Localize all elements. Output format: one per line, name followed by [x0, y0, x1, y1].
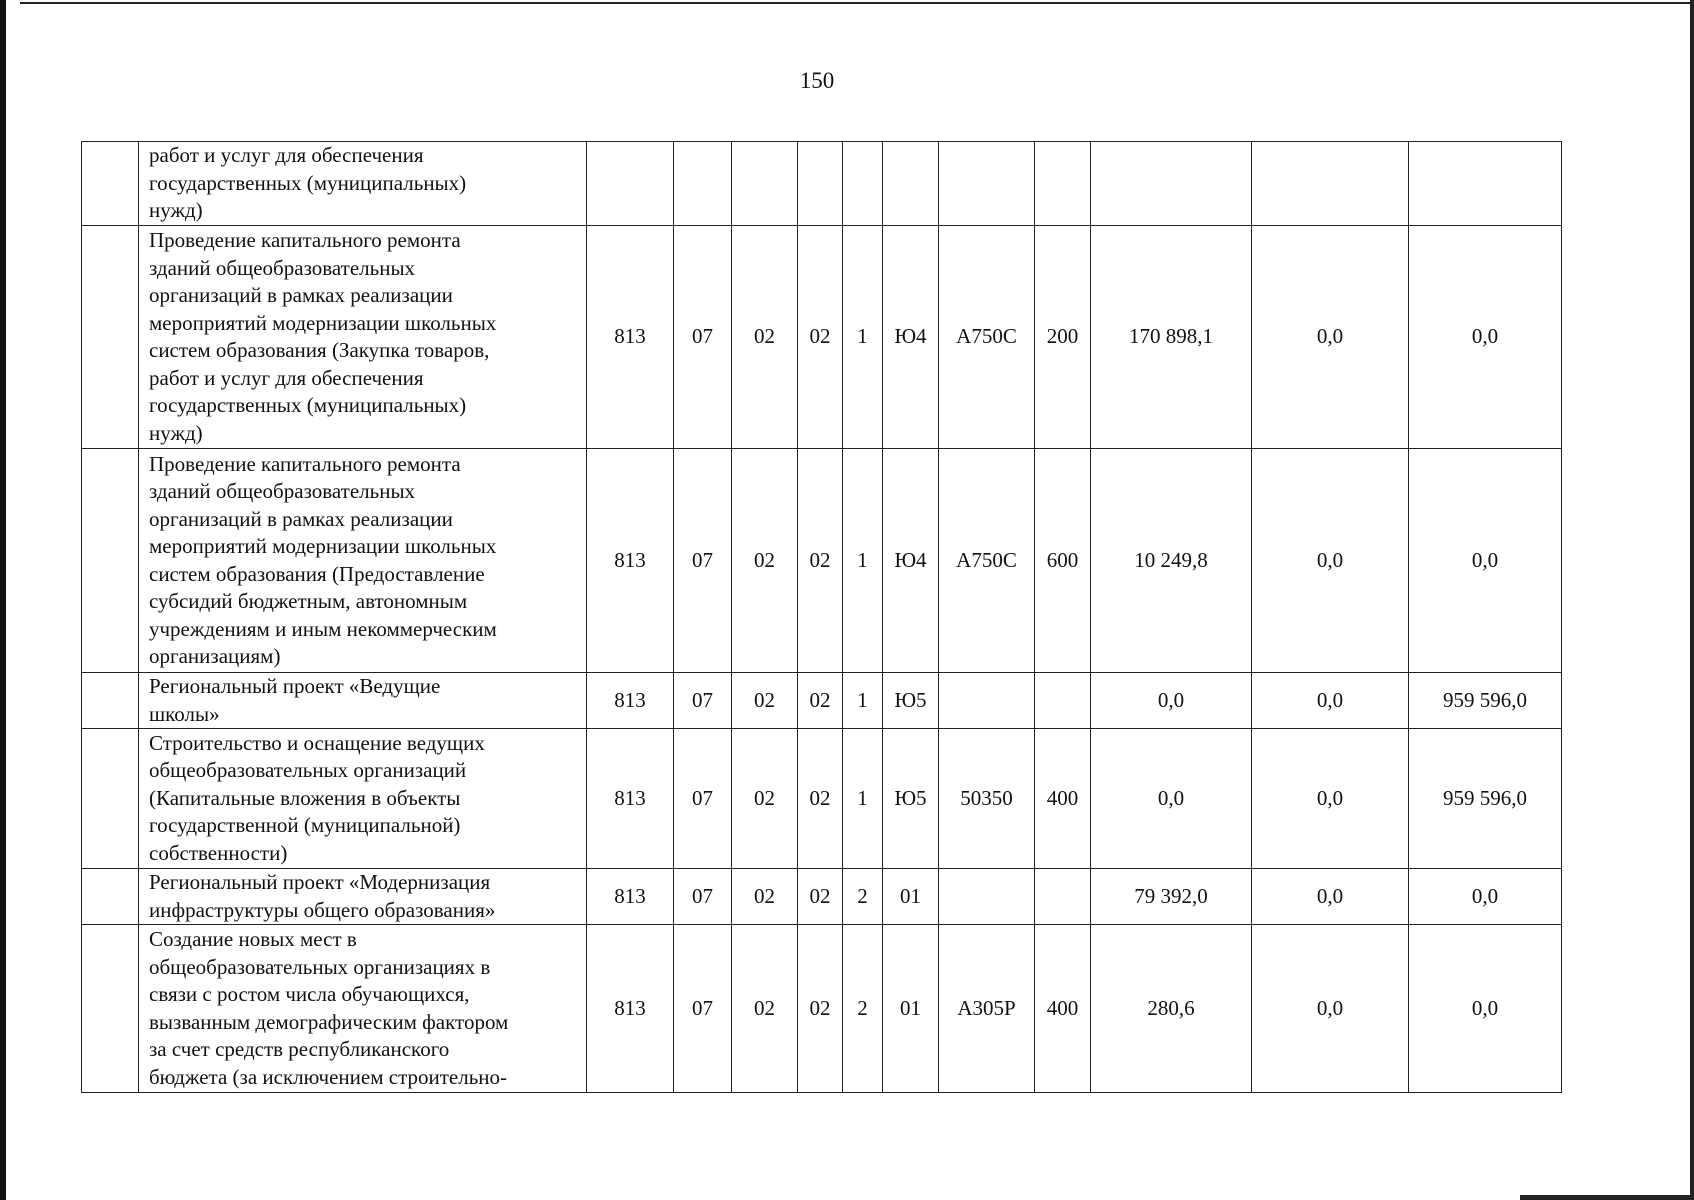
- target-subprogram-code: 1: [843, 729, 883, 869]
- target-subprogram-code: 1: [843, 226, 883, 449]
- grbs-code: 813: [587, 729, 674, 869]
- description-line: общеобразовательных организациях в: [149, 954, 491, 979]
- target-direction-code: А750С: [939, 226, 1035, 449]
- grbs-code: 813: [587, 925, 674, 1093]
- sum-year-3: [1409, 142, 1562, 226]
- description-line: зданий общеобразовательных: [149, 479, 416, 503]
- target-subprogram-code: 1: [843, 449, 883, 673]
- grbs-code: 813: [587, 869, 674, 925]
- sum-year-1: 10 249,8: [1091, 449, 1252, 673]
- table-row: [82, 449, 1562, 673]
- section-code: 07: [674, 729, 732, 869]
- subsection-code: 02: [732, 673, 798, 729]
- target-program-code: [798, 142, 843, 226]
- sum-year-3: 0,0: [1409, 226, 1562, 449]
- description-line: Проведение капитального ремонта: [149, 451, 461, 476]
- subsection-code: 02: [732, 869, 798, 925]
- page-number: 150: [799, 68, 835, 93]
- expense-type-code: 200: [1035, 226, 1091, 449]
- target-subprogram-code: 2: [843, 925, 883, 1093]
- row-number-cell: [82, 869, 139, 925]
- subsection-code: 02: [732, 226, 798, 449]
- description-line: мероприятий модернизации школьных: [149, 310, 497, 335]
- target-subprogram-code: 2: [843, 869, 883, 925]
- description-line: нужд): [149, 198, 203, 223]
- row-number-cell: [82, 449, 139, 673]
- target-direction-code: [939, 869, 1035, 925]
- row-number-cell: [82, 142, 139, 226]
- sum-year-2: 0,0: [1252, 925, 1409, 1093]
- description-line: Строительство и оснащение ведущих: [149, 730, 485, 755]
- target-direction-code: А305Р: [939, 925, 1035, 1093]
- table-row: [82, 729, 1562, 869]
- target-program-code: 02: [798, 925, 843, 1093]
- subsection-code: 02: [732, 925, 798, 1093]
- row-description: [139, 729, 587, 869]
- subsection-code: 02: [732, 449, 798, 673]
- sum-year-3: 959 596,0: [1409, 729, 1562, 869]
- target-project-code: 01: [883, 925, 939, 1093]
- description-line: инфраструктуры общего образования»: [149, 897, 496, 922]
- description-line: Региональный проект «Ведущие: [149, 674, 441, 698]
- budget-table-body: [82, 142, 1562, 1093]
- description-line: государственных (муниципальных): [149, 393, 467, 417]
- target-program-code: 02: [798, 729, 843, 869]
- target-project-code: Ю5: [883, 673, 939, 729]
- target-program-code: 02: [798, 226, 843, 449]
- expense-type-code: 400: [1035, 925, 1091, 1093]
- sum-year-1: 280,6: [1091, 925, 1252, 1093]
- description-line: Проведение капитального ремонта: [149, 228, 461, 252]
- page-frame-top: [20, 2, 1694, 4]
- target-program-code: 02: [798, 673, 843, 729]
- description-line: (Капитальные вложения в объекты: [149, 785, 461, 810]
- description-line: нужд): [149, 420, 203, 445]
- target-project-code: Ю4: [883, 449, 939, 673]
- table-row: [82, 673, 1562, 729]
- description-line: государственных (муниципальных): [149, 170, 467, 195]
- row-description: [139, 673, 587, 729]
- page-frame-left: [0, 0, 6, 1200]
- target-project-code: Ю5: [883, 729, 939, 869]
- target-subprogram-code: 1: [843, 673, 883, 729]
- table-row: [82, 869, 1562, 925]
- target-direction-code: [939, 673, 1035, 729]
- expense-type-code: [1035, 673, 1091, 729]
- target-direction-code: 50350: [939, 729, 1035, 869]
- page-frame-bottom: [1520, 1195, 1694, 1200]
- section-code: 07: [674, 673, 732, 729]
- description-line: систем образования (Предоставление: [149, 561, 485, 586]
- sum-year-3: 0,0: [1409, 869, 1562, 925]
- sum-year-2: 0,0: [1252, 729, 1409, 869]
- sum-year-1: 170 898,1: [1091, 226, 1252, 449]
- sum-year-2: 0,0: [1252, 449, 1409, 673]
- target-program-code: 02: [798, 449, 843, 673]
- row-description: [139, 226, 587, 449]
- row-number-cell: [82, 729, 139, 869]
- description-line: Создание новых мест в: [149, 927, 357, 951]
- sum-year-2: 0,0: [1252, 673, 1409, 729]
- row-description: [139, 142, 587, 226]
- description-line: организаций в рамках реализации: [149, 283, 453, 307]
- grbs-code: 813: [587, 449, 674, 673]
- description-line: организациям): [149, 644, 281, 668]
- target-program-code: 02: [798, 869, 843, 925]
- description-line: за счет средств республиканского: [149, 1037, 450, 1061]
- sum-year-1: 0,0: [1091, 729, 1252, 869]
- row-number-cell: [82, 673, 139, 729]
- description-line: связи с ростом числа обучающихся,: [149, 982, 470, 1006]
- description-line: вызванным демографическим фактором: [149, 1009, 509, 1034]
- subsection-code: 02: [732, 729, 798, 869]
- expense-type-code: [1035, 142, 1091, 226]
- description-line: государственной (муниципальной): [149, 813, 461, 838]
- grbs-code: 813: [587, 226, 674, 449]
- description-line: собственности): [149, 840, 288, 865]
- section-code: 07: [674, 925, 732, 1093]
- description-line: работ и услуг для обеспечения: [149, 143, 424, 168]
- description-line: организаций в рамках реализации: [149, 506, 453, 531]
- table-row: [82, 142, 1562, 226]
- description-line: работ и услуг для обеспечения: [149, 365, 424, 390]
- sum-year-1: 79 392,0: [1091, 869, 1252, 925]
- subsection-code: [732, 142, 798, 226]
- target-subprogram-code: [843, 142, 883, 226]
- description-line: учреждениям и иным некоммерческим: [149, 616, 497, 641]
- description-line: зданий общеобразовательных: [149, 255, 416, 280]
- sum-year-1: 0,0: [1091, 673, 1252, 729]
- row-description: [139, 869, 587, 925]
- target-direction-code: А750С: [939, 449, 1035, 673]
- row-description: [139, 449, 587, 673]
- section-code: [674, 142, 732, 226]
- sum-year-3: 0,0: [1409, 449, 1562, 673]
- expense-type-code: 600: [1035, 449, 1091, 673]
- expense-type-code: 400: [1035, 729, 1091, 869]
- description-line: общеобразовательных организаций: [149, 758, 467, 783]
- sum-year-1: [1091, 142, 1252, 226]
- row-description: [139, 925, 587, 1093]
- target-direction-code: [939, 142, 1035, 226]
- description-line: Региональный проект «Модернизация: [149, 870, 491, 894]
- sum-year-3: 959 596,0: [1409, 673, 1562, 729]
- grbs-code: [587, 142, 674, 226]
- row-number-cell: [82, 925, 139, 1093]
- section-code: 07: [674, 869, 732, 925]
- target-project-code: [883, 142, 939, 226]
- target-project-code: Ю4: [883, 226, 939, 449]
- sum-year-2: 0,0: [1252, 226, 1409, 449]
- target-project-code: 01: [883, 869, 939, 925]
- table-row: [82, 226, 1562, 449]
- expense-type-code: [1035, 869, 1091, 925]
- section-code: 07: [674, 226, 732, 449]
- row-number-cell: [82, 226, 139, 449]
- sum-year-2: 0,0: [1252, 869, 1409, 925]
- grbs-code: 813: [587, 673, 674, 729]
- table-row: [82, 925, 1562, 1093]
- sum-year-3: 0,0: [1409, 925, 1562, 1093]
- description-line: субсидий бюджетным, автономным: [149, 589, 468, 613]
- budget-table: [81, 141, 1562, 1093]
- description-line: систем образования (Закупка товаров,: [149, 338, 490, 362]
- sum-year-2: [1252, 142, 1409, 226]
- description-line: бюджета (за исключением строительно-: [149, 1064, 508, 1089]
- page-frame-right: [1690, 0, 1694, 1200]
- description-line: школы»: [149, 701, 220, 726]
- description-line: мероприятий модернизации школьных: [149, 534, 497, 558]
- section-code: 07: [674, 449, 732, 673]
